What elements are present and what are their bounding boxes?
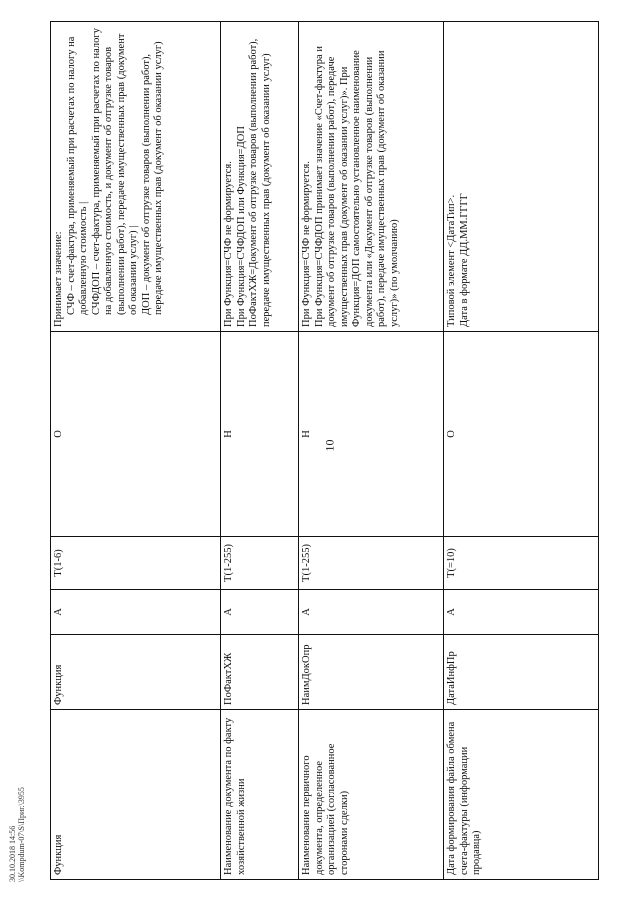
note-line: Типовой элемент <ДатаТип>. (446, 194, 457, 327)
cell-code: ПоФактХЖ (221, 635, 299, 710)
cell-notes (299, 22, 444, 332)
rotated-table-sheet (50, 22, 599, 880)
page-number: 10 (322, 439, 337, 452)
cell-format: T(=10) (444, 537, 599, 590)
note-line: При Функция=СЧФДОП принимает значение «Счет-фактура и документ об отгрузке товаров (выполнении работ), передаче имущественных прав (документ об оказании услуг)». При Функция=ДОП самостоятельно установленное наименование документа или «Документ об отгрузке товаров (выполнении работ), передаче имущественных прав (документ об оказании услуг)» (по умолчанию) (313, 46, 400, 327)
cell-name: Наименование документа по факту хозяйственной жизни (221, 710, 299, 880)
cell-type: А (51, 590, 221, 635)
cell-type: А (444, 590, 599, 635)
note-line: Дата в формате ДД.ММ.ГГГГ (458, 193, 470, 327)
note-line: Принимает значение: (53, 231, 64, 327)
cell-mandatory: Н (221, 332, 299, 537)
cell-notes (444, 22, 599, 332)
footer-timestamp: 30.10.2018 14:56 (8, 825, 17, 882)
cell-mandatory: О (51, 332, 221, 537)
cell-format: T(1-255) (221, 537, 299, 590)
cell-type: А (221, 590, 299, 635)
table-row (444, 22, 599, 880)
table-row (51, 22, 221, 880)
note-line: СЧФ – счет-фактура, применяемый при расчетах по налогу на добавленную стоимость | (65, 36, 89, 315)
note-line: СЧФДОП – счет-фактура, применяемый при расчетах по налогу на добавленную стоимость, и документ об отгрузке товаров (выполнении работ), передаче имущественных прав (документ об оказании услуг) | (90, 28, 139, 315)
cell-mandatory: О (444, 332, 599, 537)
cell-notes (221, 22, 299, 332)
cell-type: А (299, 590, 444, 635)
cell-name: Дата формирования файла обмена счета-фактуры (информации продавца) (444, 710, 599, 880)
note-line: При Функция=СЧФДОП или Функция=ДОП ПоФактХЖ=Документ об отгрузке товаров (выполнении работ), передаче имущественных прав (документ об оказании услуг) (235, 38, 272, 327)
table-row (299, 22, 444, 880)
xml-element-table (50, 21, 599, 880)
cell-code: Функция (51, 635, 221, 710)
cell-code: ДатаИнфПр (444, 635, 599, 710)
table-row (221, 22, 299, 880)
cell-name: Функция (51, 710, 221, 880)
footer-path: \\Kompdum-07\S\Приг.\3955 (17, 787, 26, 882)
cell-name: Наименование первичного документа, определенное организацией (согласованное сторонами сделки) (299, 710, 444, 880)
note-line: ДОП – документ об отгрузке товаров (выполнении работ), передаче имущественных прав (документ об оказании услуг) (140, 41, 164, 315)
note-line: При Функция=СЧФ не формируется. (301, 161, 312, 327)
cell-format: T(1-6) (51, 537, 221, 590)
cell-code: НаимДокОпр (299, 635, 444, 710)
cell-mandatory: Н (299, 332, 444, 537)
note-line: При Функция=СЧФ не формируется. (223, 161, 234, 327)
print-footer (8, 787, 26, 882)
cell-format: T(1-255) (299, 537, 444, 590)
cell-notes (51, 22, 221, 332)
